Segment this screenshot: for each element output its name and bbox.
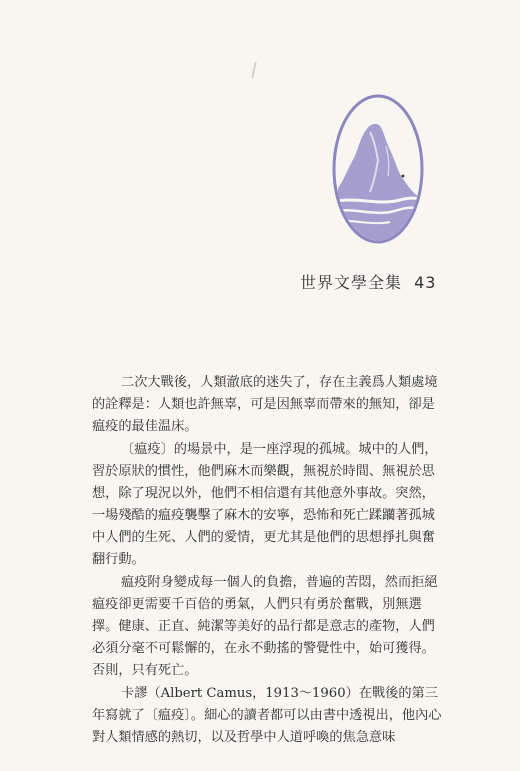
volume-number: 43 [414, 273, 437, 292]
blurb-text [92, 372, 444, 750]
pen-mark [251, 62, 256, 78]
paragraph: 二次大戰後，人類澈底的迷失了，存在主義爲人類處境的詮釋是：人類也許無辜，可是因無辜而帶來的無知，卻是瘟疫的最佳温床。 [92, 375, 438, 434]
series-name: 世界文學全集 [300, 273, 403, 292]
publisher-logo [330, 92, 426, 246]
series-title [300, 270, 436, 293]
paragraph: 卡謬（Albert Camus，1913～1960）在戰後的第三年寫就了〔瘟疫〕。細心的讀者都可以由書中透視出，他內心對人類情感的熱切，以及哲學中人道呼喚的焦急意味 [92, 686, 442, 745]
paragraph: 瘟疫附身變成每一個人的負擔，普遍的苦悶，然而拒絕瘟疫卻更需要千百倍的勇氣，人們只有勇於奮戰，別無選擇。健康、正直、純潔等美好的品行都是意志的產物，人們必須分毫不可鬆懈的，在永不動搖的警覺性中，始可獲得。否則，只有死亡。 [92, 575, 438, 678]
paragraph: 〔瘟疫〕的場景中，是一座浮現的孤城。城中的人們，習於原狀的慣性，他們麻木而樂觀，無視於時間、無視於思想，除了現況以外，他們不相信還有其他意外事故。突然，一場殘酷的瘟疫襲擊了麻木的安寧，恐怖和死亡蹂躪著孤城中人們的生死、人們的愛情，更尤其是他們的思想掙扎與奮翻行動。 [92, 442, 438, 567]
